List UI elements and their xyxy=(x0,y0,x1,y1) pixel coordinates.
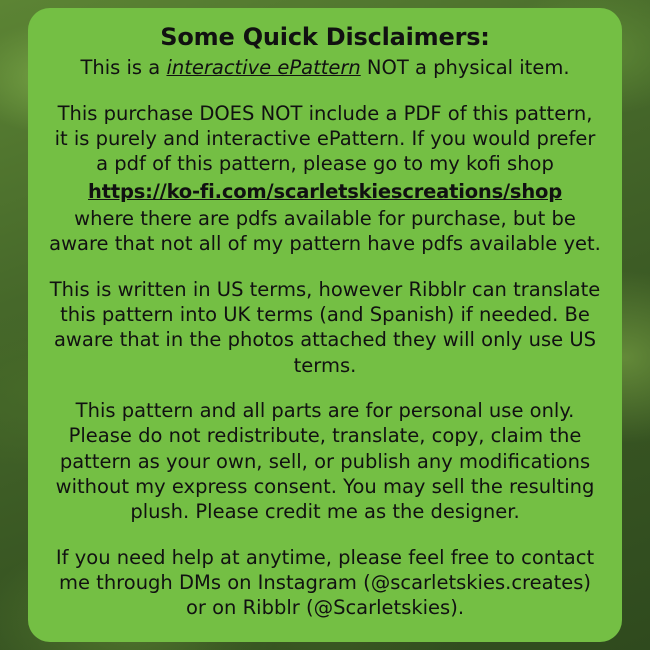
intro-emphasis-text: interactive ePattern xyxy=(166,56,361,80)
spacer xyxy=(48,378,602,398)
spacer xyxy=(48,81,602,101)
intro-line xyxy=(48,55,602,80)
pdf-notice-before-link: This purchase DOES NOT include a PDF of this pattern, it is purely and interactive ePattern. If you would prefer a pdf of this pattern, please go to my kofi shop xyxy=(54,101,596,176)
license-notice: This pattern and all parts are for personal use only. Please do not redistribute, translate, copy, claim the pattern as your own, sell, or publish any modifications without my express consent. You may sell the resulting plush. Please credit me as the designer. xyxy=(55,398,595,524)
intro-after-text: NOT a physical item. xyxy=(360,56,570,80)
spacer xyxy=(48,525,602,545)
disclaimer-card xyxy=(28,8,622,642)
page-title: Some Quick Disclaimers: xyxy=(160,23,490,51)
kofi-shop-link[interactable]: https://ko-fi.com/scarletskiescreations/shop xyxy=(88,179,562,203)
intro-before-text: This is a xyxy=(80,56,167,80)
terms-notice: This is written in US terms, however Ribblr can translate this pattern into UK terms (and Spanish) if needed. Be aware that in the photos attached they will only use US terms. xyxy=(49,277,601,377)
contact-notice: If you need help at anytime, please feel free to contact me through DMs on Instagram (@scarletskies.creates) or on Ribblr (@Scarletskies). xyxy=(55,545,595,620)
pdf-notice-after-link: where there are pdfs available for purchase, but be aware that not all of my pattern have pdfs available yet. xyxy=(49,206,601,256)
spacer xyxy=(48,257,602,277)
